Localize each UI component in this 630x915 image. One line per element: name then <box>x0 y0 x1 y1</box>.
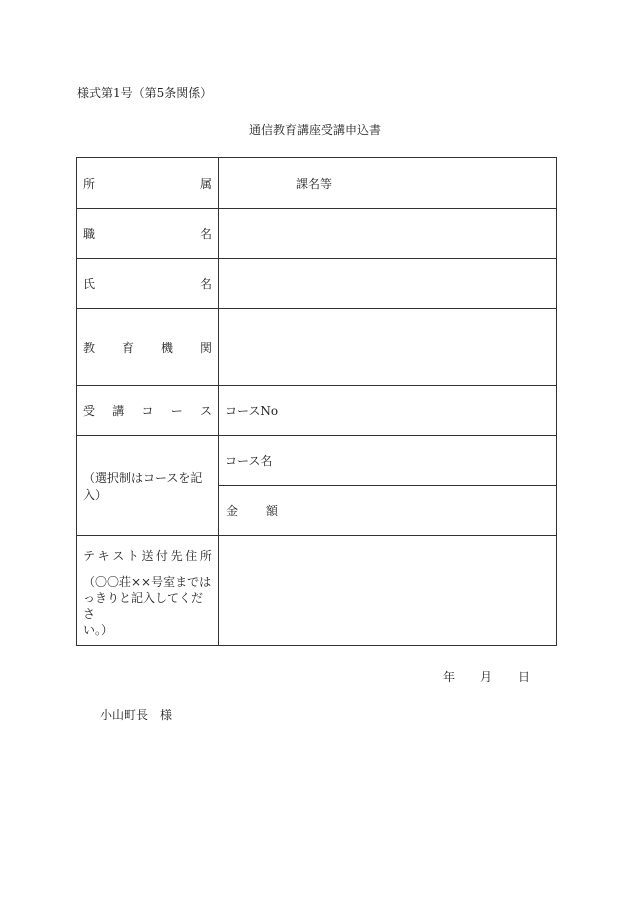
label-char: 機 <box>160 340 173 355</box>
field-name[interactable] <box>219 259 557 309</box>
label-char: ー <box>170 404 183 418</box>
row-name <box>77 259 557 309</box>
row-affiliation <box>77 158 557 209</box>
date-year: 年 <box>443 670 456 684</box>
row-institution <box>77 309 557 386</box>
label-char: 属 <box>199 176 212 191</box>
label-char: 講 <box>112 404 125 418</box>
label-address <box>77 536 219 646</box>
row-address <box>77 536 557 646</box>
addressee: 小山町長 様 <box>100 708 173 722</box>
label-job-title <box>77 209 219 259</box>
label-char: 受 <box>83 404 96 418</box>
field-amount[interactable] <box>219 486 557 536</box>
application-form-table <box>76 157 557 646</box>
date-month: 月 <box>480 670 493 684</box>
field-course-number[interactable] <box>219 386 557 436</box>
label-char: 職 <box>83 227 96 241</box>
label-char: 送 <box>141 549 154 563</box>
date-line <box>443 668 530 685</box>
label-course <box>77 386 219 436</box>
label-char: ト <box>126 549 139 563</box>
course-selection-note: （選択制はコースを記入） <box>83 470 203 502</box>
document-title: 通信教育講座受講申込書 <box>248 123 381 137</box>
field-job-title[interactable] <box>219 209 557 259</box>
label-char: 所 <box>83 176 96 191</box>
form-number: 様式第1号（第5条関係） <box>77 86 213 100</box>
field-affiliation[interactable] <box>219 158 557 209</box>
label-institution <box>77 309 219 386</box>
label-char: テ <box>83 549 96 563</box>
label-char: 所 <box>199 549 212 563</box>
amount-label-char: 金 <box>226 504 239 518</box>
date-day: 日 <box>518 670 531 684</box>
label-char: 育 <box>121 340 134 355</box>
course-name-label: コース名 <box>225 454 273 468</box>
course-dept-label: 課名等 <box>296 176 333 191</box>
label-char: 教 <box>83 340 96 355</box>
label-char: キ <box>97 549 110 563</box>
row-course <box>77 386 557 436</box>
label-char: 名 <box>199 277 212 291</box>
label-char: コ <box>141 404 154 418</box>
label-char: 関 <box>199 340 212 355</box>
address-note: （〇〇荘××号室までは っきりと記入してくださ い。） <box>83 575 212 637</box>
amount-label-char: 額 <box>266 504 279 518</box>
label-char: ス <box>112 549 125 563</box>
row-job-title <box>77 209 557 259</box>
label-char: 氏 <box>83 277 96 291</box>
label-affiliation <box>77 158 219 209</box>
field-institution[interactable] <box>219 309 557 386</box>
label-char: 住 <box>185 549 198 563</box>
label-char: 名 <box>199 227 212 241</box>
field-course-name[interactable] <box>219 436 557 486</box>
label-course-selection <box>77 436 219 536</box>
label-char: 先 <box>170 549 183 563</box>
row-course-name <box>77 436 557 486</box>
course-number-label: コースNo <box>225 404 279 418</box>
label-name <box>77 259 219 309</box>
field-address[interactable] <box>219 536 557 646</box>
label-char: ス <box>199 404 212 418</box>
label-char: 付 <box>156 549 169 563</box>
